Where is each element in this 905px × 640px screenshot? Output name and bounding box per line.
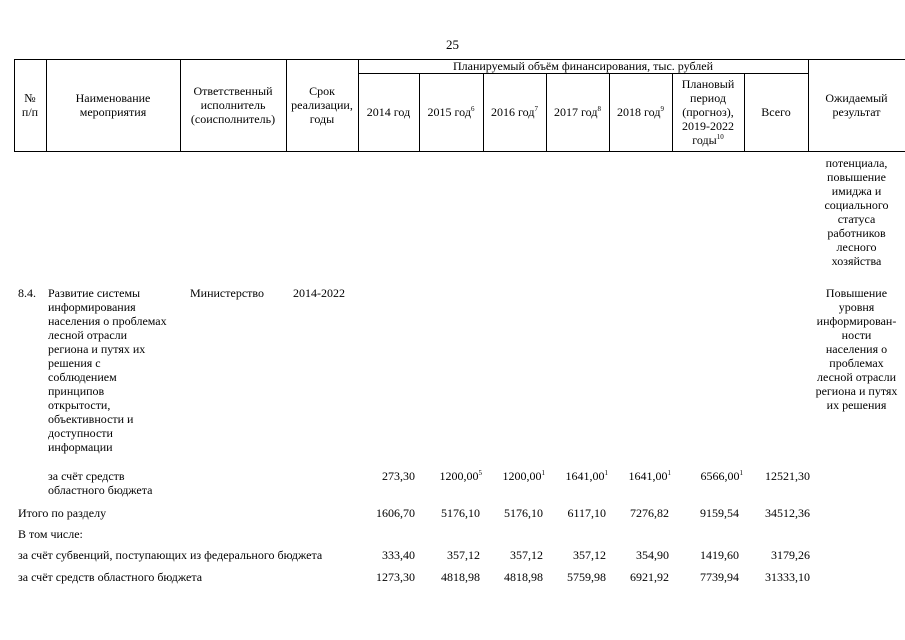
summary-regional-2017: 5759,98 [567, 570, 606, 584]
header-year-2017: 2017 год$^8$ [554, 105, 601, 119]
item-funding-2014: 273,30 [382, 469, 415, 483]
header-plan-period: Плановый период (прогноз), 2019-2022 годы$^{10}$ [681, 77, 735, 147]
summary-total-plan: 9159,54 [700, 506, 739, 520]
item-result: Повышение уровня информирован- ности населения о проблемах лесной отрасли региона и путях их решения [815, 286, 898, 412]
item-number: 8.4. [18, 286, 36, 300]
item-term: 2014-2022 [293, 286, 345, 300]
summary-total-total: 34512,36 [765, 506, 810, 520]
summary-total-2015: 5176,10 [441, 506, 480, 520]
header-col-executor: Ответственный исполнитель (соисполнитель) [190, 84, 276, 126]
summary-federal-2018: 354,90 [636, 548, 669, 562]
summary-total-label: Итого по разделу [18, 506, 107, 520]
summary-federal-plan: 1419,60 [700, 548, 739, 562]
summary-regional-plan: 7739,94 [700, 570, 739, 584]
summary-regional-2015: 4818,98 [441, 570, 480, 584]
summary-total-2017: 6117,10 [567, 506, 606, 520]
header-year-2015: 2015 год$^6$ [427, 105, 475, 119]
summary-regional-label: за счёт средств областного бюджета [18, 570, 203, 584]
header-funding-group: Планируемый объём финансирования, тыс. рублей [452, 59, 713, 73]
summary-including-label: В том числе: [18, 527, 83, 541]
summary-federal-label: за счёт субвенций, поступающих из федерального бюджета [18, 548, 323, 562]
summary-regional-2018: 6921,92 [630, 570, 669, 584]
summary-federal-total: 3179,26 [771, 548, 810, 562]
item-funding-plan: 6566,00$^1$ [700, 469, 743, 483]
item-executor: Министерство [190, 286, 264, 300]
summary-total-2018: 7276,82 [630, 506, 669, 520]
header-col-number: № п/п [21, 91, 39, 119]
item-funding-total: 12521,30 [765, 469, 810, 483]
item-funding-2015: 1200,00$^5$ [439, 469, 482, 483]
item-name: Развитие системы информирования населения о проблемах лесной отрасли региона и путях их решения с соблюдением принципов открытости, объективности и доступности информации [48, 286, 167, 454]
header-result: Ожидаемый результат [825, 91, 888, 119]
item-funding-2016: 1200,00$^1$ [502, 469, 545, 483]
summary-federal-2015: 357,12 [447, 548, 480, 562]
continued-result-text: потенциала, повышение имиджа и социального статуса работников лесного хозяйства [824, 156, 889, 268]
summary-regional-total: 31333,10 [765, 570, 810, 584]
header-col-term: Срок реализации, годы [291, 84, 353, 126]
summary-total-2016: 5176,10 [504, 506, 543, 520]
header-total: Всего [761, 105, 791, 119]
summary-federal-2017: 357,12 [573, 548, 606, 562]
header-year-2014: 2014 год [366, 105, 411, 119]
summary-regional-2014: 1273,30 [376, 570, 415, 584]
header-year-2018: 2018 год$^9$ [617, 105, 664, 119]
summary-federal-2014: 333,40 [382, 548, 415, 562]
item-funding-2018: 1641,00$^1$ [628, 469, 671, 483]
page-number: 25 [446, 37, 459, 52]
item-funding-2017: 1641,00$^1$ [565, 469, 608, 483]
header-year-2016: 2016 год$^7$ [491, 105, 538, 119]
summary-regional-2016: 4818,98 [504, 570, 543, 584]
item-funding-label: за счёт средств областного бюджета [48, 469, 153, 497]
summary-total-2014: 1606,70 [376, 506, 415, 520]
summary-federal-2016: 357,12 [510, 548, 543, 562]
header-col-name: Наименование мероприятия [75, 91, 151, 119]
